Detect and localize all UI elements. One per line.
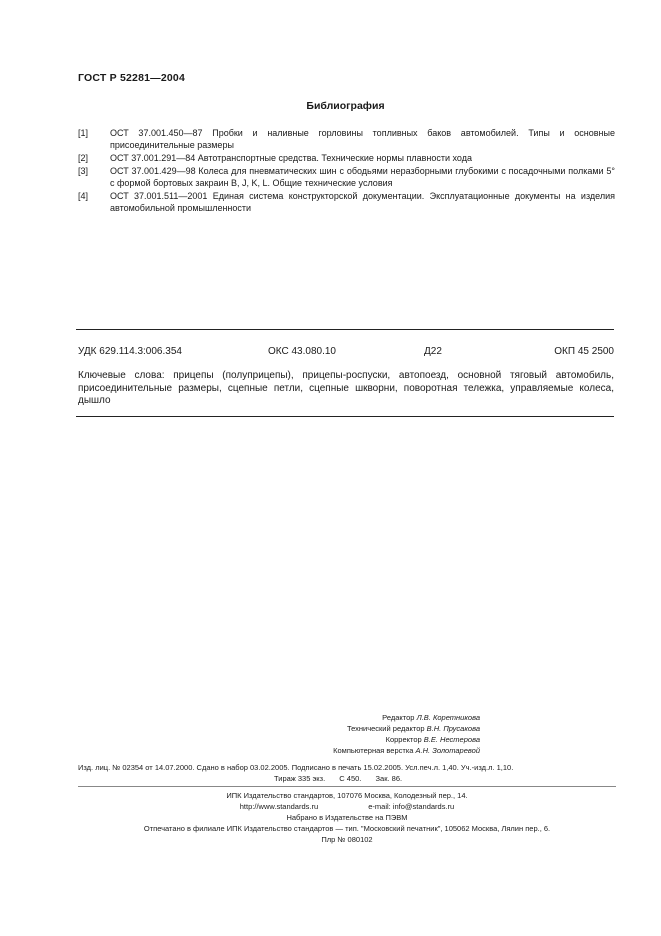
- bibliography-number: [4]: [78, 191, 89, 201]
- credit-role: Редактор: [382, 713, 415, 722]
- bibliography-text: ОСТ 37.001.291—84 Автотранспортные средства. Технические нормы плавности хода: [110, 153, 472, 163]
- publication-info: [78, 762, 616, 784]
- bibliography-number: [2]: [78, 153, 89, 163]
- license-number: Плр № 080102: [321, 835, 373, 844]
- bibliography-text: ОСТ 37.001.511—2001 Единая система конструкторской документации. Эксплуатационные документы на изделия автомобильной промышленности: [110, 191, 615, 213]
- bibliography-number: [1]: [78, 128, 89, 138]
- typeset-note: Набрано в Издательстве на ПЭВМ: [286, 813, 408, 822]
- divider-top: [76, 329, 614, 330]
- bibliography-list: [78, 127, 615, 215]
- credit-line: [220, 723, 480, 734]
- divider-bottom: [76, 416, 614, 417]
- website-link[interactable]: http://www.standards.ru: [239, 802, 319, 811]
- standard-id: ГОСТ Р 52281—2004: [78, 72, 186, 84]
- bibliography-item: [78, 152, 615, 164]
- bibliography-text: ОСТ 37.001.450—87 Пробки и наливные горловины топливных баков автомобилей. Типы и основные присоединительные размеры: [110, 128, 615, 150]
- price-code: С 450.: [339, 774, 362, 783]
- publication-line-2: [78, 773, 616, 784]
- printed-note: Отпечатано в филиале ИПК Издательство стандартов — тип. "Московский печатник", 105062 Москва, Лялин пер., 6.: [143, 824, 551, 833]
- bibliography-text: ОСТ 37.001.429—98 Колеса для пневматических шин с ободьями неразборными глубокими с посадочными полками 5° с формой бортовых закраин B, J, K, L. Общие технические условия: [110, 166, 615, 188]
- credit-line: [220, 712, 480, 723]
- email-link[interactable]: e-mail: info@standards.ru: [368, 802, 455, 811]
- d-code: Д22: [424, 346, 442, 357]
- section-title: Библиография: [306, 100, 385, 112]
- okp-code: ОКП 45 2500: [554, 346, 614, 357]
- contact-line: [78, 801, 616, 812]
- bibliography-item: [78, 127, 615, 151]
- udk-code: УДК 629.114.3:006.354: [78, 346, 182, 357]
- credit-name: В.Н. Прусакова: [426, 724, 480, 733]
- divider-imprint: [78, 786, 616, 787]
- bibliography-item: [78, 190, 615, 214]
- order-number: Зак. 86.: [375, 774, 403, 783]
- credit-role: Технический редактор: [346, 724, 425, 733]
- publication-line: Изд. лиц. № 02354 от 14.07.2000. Сдано в набор 03.02.2005. Подписано в печать 15.02.2005. Усл.печ.л. 1,40. Уч.-изд.л. 1,10.: [78, 763, 514, 772]
- credit-role: Компьютерная верстка: [333, 746, 414, 755]
- keywords: Ключевые слова: прицепы (полуприцепы), прицепы-роспуски, автопоезд, основной тяговый автомобиль, присоединительные размеры, сцепные петли, сцепные шкворни, поворотная тележка, управляемые колеса, дышло: [78, 370, 614, 406]
- credit-line: [220, 745, 480, 756]
- print-run: Тираж 335 экз.: [274, 774, 326, 783]
- credit-name: А.Н. Золотаревой: [415, 746, 480, 755]
- imprint: [78, 790, 616, 845]
- classification-row: [78, 346, 614, 360]
- credits: [220, 712, 480, 756]
- oks-code: ОКС 43.080.10: [268, 346, 336, 357]
- bibliography-number: [3]: [78, 166, 89, 176]
- publisher-address: ИПК Издательство стандартов, 107076 Москва, Колодезный пер., 14.: [226, 791, 468, 800]
- credit-line: [220, 734, 480, 745]
- credit-name: Л.В. Коретникова: [416, 713, 480, 722]
- credit-name: В.Е. Нестерова: [423, 735, 480, 744]
- bibliography-item: [78, 165, 615, 189]
- credit-role: Корректор: [385, 735, 422, 744]
